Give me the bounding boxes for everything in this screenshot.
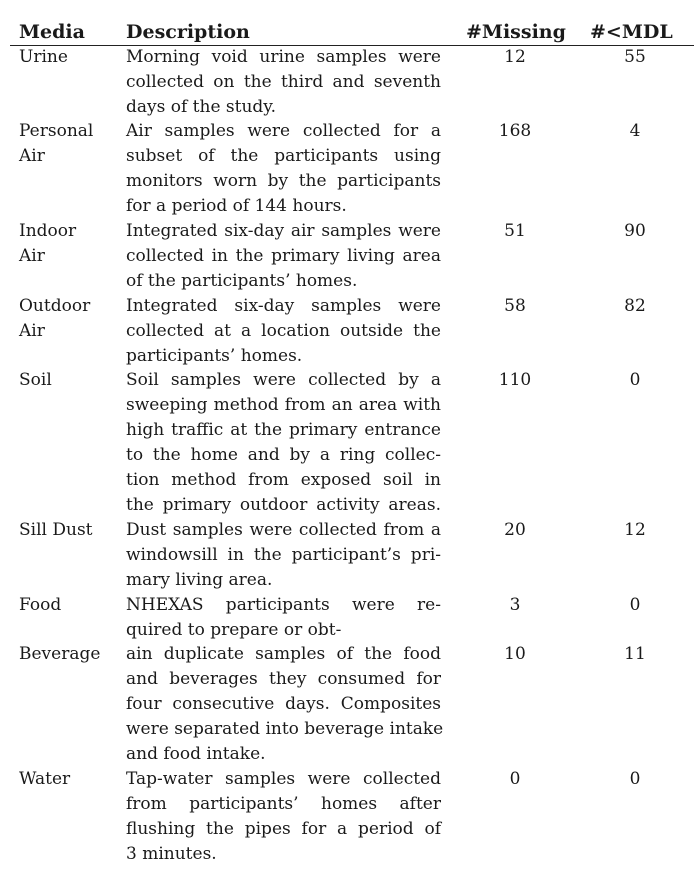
description-line: of the participants’ homes. <box>126 271 358 291</box>
description-line: NHEXAS participants were re- <box>126 595 441 615</box>
missing-cell: 110 <box>498 370 532 390</box>
media-line: Urine <box>19 47 68 67</box>
missing-cell: 12 <box>504 47 526 67</box>
description-cell <box>126 518 441 593</box>
media-line: Outdoor <box>19 296 91 316</box>
media-cell <box>19 119 119 169</box>
description-cell <box>126 219 441 294</box>
mdl-cell: 90 <box>624 221 646 241</box>
mdl-cell: 11 <box>624 644 646 664</box>
description-line: high traffic at the primary entrance <box>126 420 441 440</box>
media-line: Indoor <box>19 221 77 241</box>
description-line: mary living area. <box>126 570 273 590</box>
media-line: Air <box>19 321 45 341</box>
mdl-cell: 55 <box>624 47 646 67</box>
description-line: flushing the pipes for a period of <box>126 819 441 839</box>
media-line: Beverage <box>19 644 101 664</box>
description-line: monitors worn by the participants <box>126 171 441 191</box>
mdl-cell: 82 <box>624 296 646 316</box>
description-line: tion method from exposed soil in <box>126 470 441 490</box>
media-cell <box>19 518 119 543</box>
missing-cell: 3 <box>509 595 521 615</box>
description-cell <box>126 368 441 518</box>
media-line: Air <box>19 146 45 166</box>
missing-cell: 58 <box>504 296 526 316</box>
description-line: Air samples were collected for a <box>126 121 441 141</box>
mdl-cell: 0 <box>629 370 641 390</box>
description-line: subset of the participants using <box>126 146 441 166</box>
media-cell <box>19 767 119 792</box>
media-line: Air <box>19 246 45 266</box>
missing-cell: 168 <box>498 121 532 141</box>
description-line: Integrated six-day samples were <box>126 296 441 316</box>
media-cell <box>19 45 119 70</box>
header-missing: #Missing <box>466 21 566 43</box>
description-line: Dust samples were collected from a <box>126 520 441 540</box>
description-line: sweeping method from an area with <box>126 395 441 415</box>
media-line: Soil <box>19 370 52 390</box>
description-cell <box>126 294 441 369</box>
description-cell <box>126 45 441 120</box>
description-line: to the home and by a ring collec- <box>126 445 441 465</box>
description-line: participants’ homes. <box>126 346 303 366</box>
description-cell <box>126 593 441 643</box>
header-mdl: #<MDL <box>590 21 673 43</box>
description-line: quired to prepare or obt- <box>126 620 342 640</box>
description-line: four consecutive days. Composites <box>126 694 441 714</box>
description-cell <box>126 767 441 867</box>
media-cell <box>19 642 119 667</box>
mdl-cell: 0 <box>629 595 641 615</box>
description-cell <box>126 119 441 219</box>
media-cell <box>19 219 119 269</box>
description-line: for a period of 144 hours. <box>126 196 347 216</box>
missing-cell: 20 <box>504 520 526 540</box>
mdl-cell: 4 <box>629 121 641 141</box>
description-line: ain duplicate samples of the food <box>126 644 441 664</box>
description-line: the primary outdoor activity areas. <box>126 495 441 515</box>
missing-cell: 51 <box>504 221 526 241</box>
description-line: and beverages they consumed for <box>126 669 441 689</box>
media-line: Sill Dust <box>19 520 93 540</box>
header-media: Media <box>19 21 85 43</box>
description-line: collected on the third and seventh <box>126 72 441 92</box>
description-line: and food intake. <box>126 744 266 764</box>
media-cell <box>19 593 119 618</box>
description-line: days of the study. <box>126 97 277 117</box>
missing-cell: 10 <box>504 644 526 664</box>
description-line: Soil samples were collected by a <box>126 370 441 390</box>
missing-cell: 0 <box>509 769 521 789</box>
description-line: windowsill in the participant’s pri- <box>126 545 441 565</box>
mdl-cell: 12 <box>624 520 646 540</box>
media-cell <box>19 294 119 344</box>
description-line: were separated into beverage intake <box>126 719 444 739</box>
header-description: Description <box>126 21 250 43</box>
description-line: Integrated six-day air samples were <box>126 221 441 241</box>
media-line: Water <box>19 769 71 789</box>
mdl-cell: 0 <box>629 769 641 789</box>
description-line: from participants’ homes after <box>126 794 441 814</box>
description-line: collected in the primary living area <box>126 246 441 266</box>
media-line: Personal <box>19 121 94 141</box>
media-line: Food <box>19 595 62 615</box>
description-line: 3 minutes. <box>126 844 217 864</box>
description-line: Morning void urine samples were <box>126 47 441 67</box>
description-line: Tap-water samples were collected <box>126 769 441 789</box>
description-line: collected at a location outside the <box>126 321 441 341</box>
media-cell <box>19 368 119 393</box>
description-cell <box>126 642 444 767</box>
